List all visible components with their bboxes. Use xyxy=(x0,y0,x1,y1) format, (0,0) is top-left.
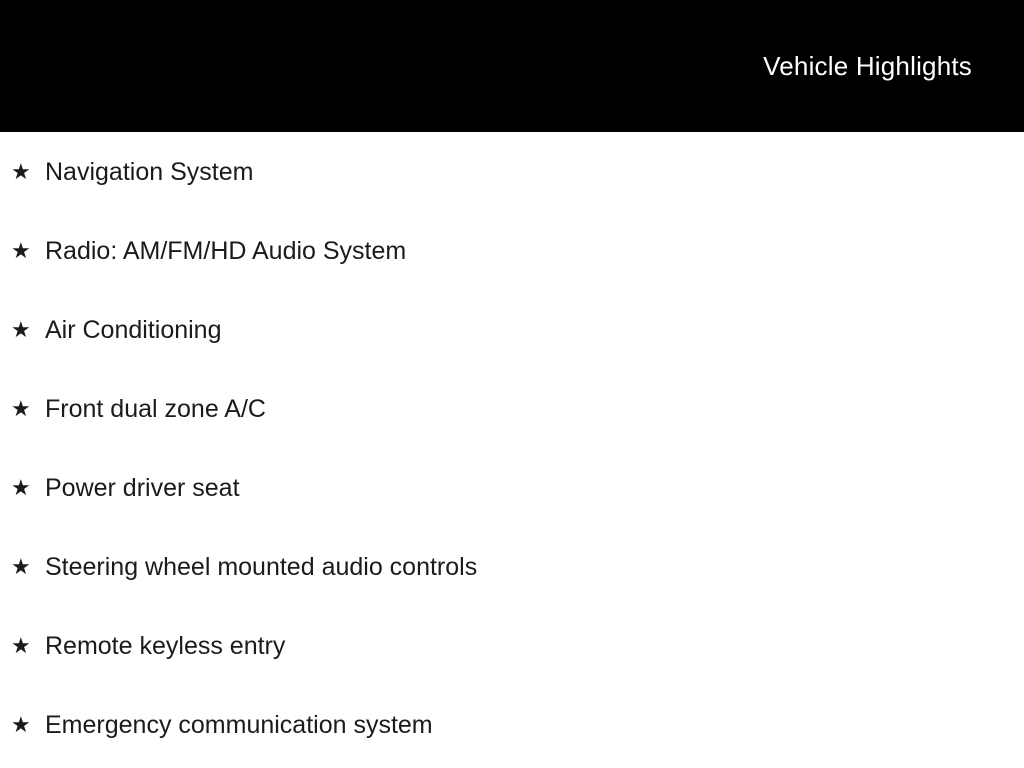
star-icon: ★ xyxy=(11,159,31,184)
star-icon: ★ xyxy=(11,396,31,421)
list-item-label: Radio: AM/FM/HD Audio System xyxy=(45,237,407,265)
list-item-label: Emergency communication system xyxy=(45,711,433,739)
list-item-label: Front dual zone A/C xyxy=(45,395,266,423)
list-item-label: Navigation System xyxy=(45,158,254,186)
list-item xyxy=(11,393,1024,425)
highlights-list xyxy=(0,132,1024,741)
star-icon: ★ xyxy=(11,317,31,342)
list-item xyxy=(11,314,1024,346)
star-icon: ★ xyxy=(11,712,31,737)
list-item-label: Air Conditioning xyxy=(45,316,222,344)
header-bar xyxy=(0,0,1024,132)
list-item xyxy=(11,235,1024,267)
list-item xyxy=(11,709,1024,741)
list-item xyxy=(11,472,1024,504)
star-icon: ★ xyxy=(11,475,31,500)
page-title: Vehicle Highlights xyxy=(763,50,972,81)
list-item xyxy=(11,630,1024,662)
list-item-label: Remote keyless entry xyxy=(45,632,286,660)
list-item xyxy=(11,551,1024,583)
star-icon: ★ xyxy=(11,238,31,263)
list-item-label: Power driver seat xyxy=(45,474,240,502)
list-item-label: Steering wheel mounted audio controls xyxy=(45,553,478,581)
star-icon: ★ xyxy=(11,554,31,579)
star-icon: ★ xyxy=(11,633,31,658)
list-item xyxy=(11,156,1024,188)
